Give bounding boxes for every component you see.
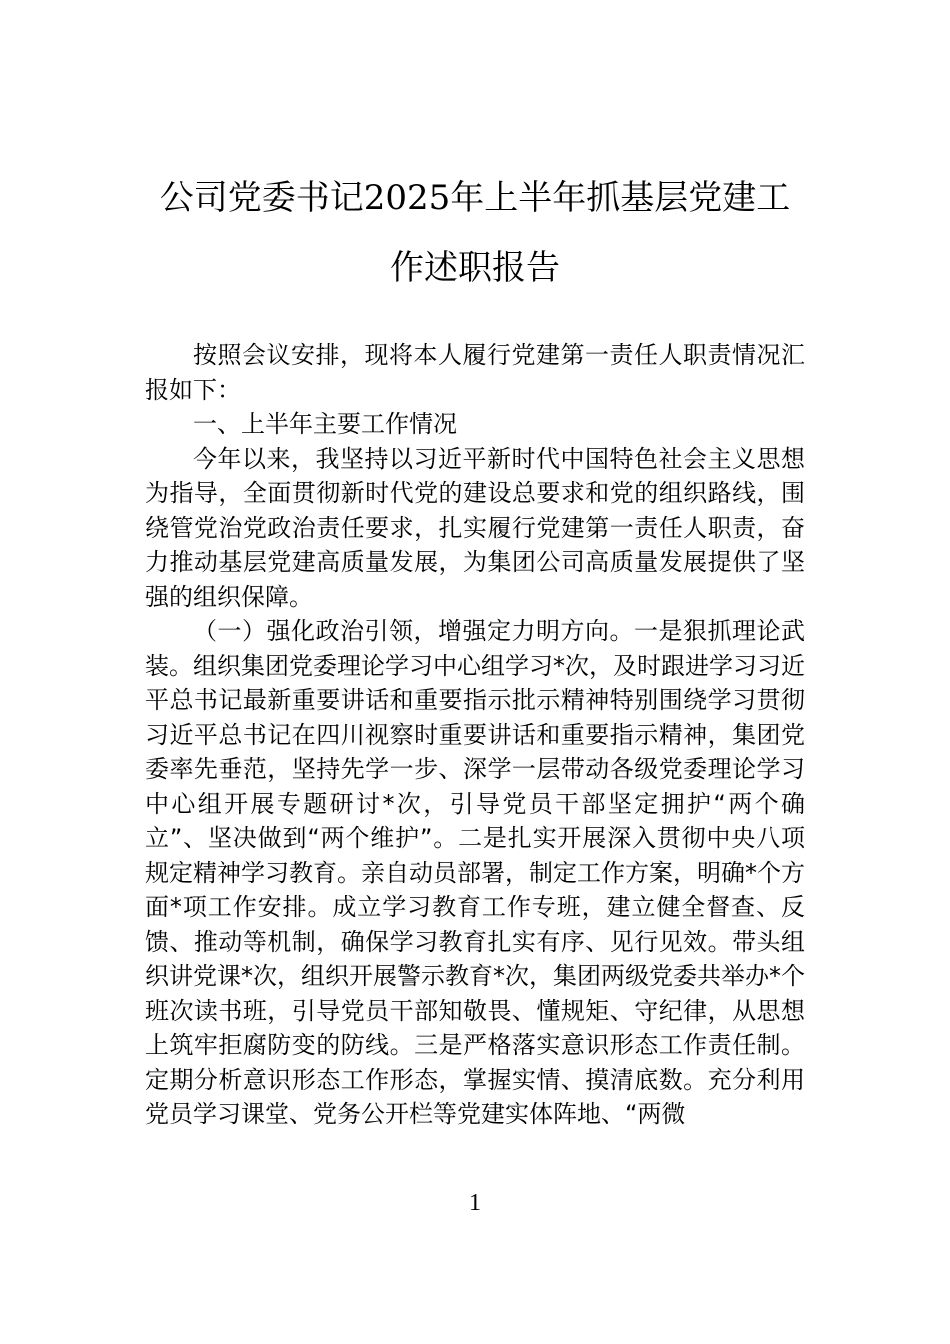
- document-title-line-2: 作述职报告: [390, 248, 560, 288]
- overview-paragraph: 今年以来，我坚持以习近平新时代中国特色社会主义思想为指导，全面贯彻新时代党的建设总要求和党的组织路线，围绕管党治党政治责任要求，扎实履行党建第一责任人职责，奋力推动基层党建高质量发展，为集团公司高质量发展提供了坚强的组织保障。: [145, 444, 805, 611]
- intro-paragraph: 按照会议安排，现将本人履行党建第一责任人职责情况汇报如下：: [145, 341, 805, 404]
- document-title-line-1: 公司党委书记2025年上半年抓基层党建工: [159, 178, 791, 218]
- document-body: [145, 338, 805, 1132]
- section-heading: 一、上半年主要工作情况: [193, 410, 457, 438]
- page-number: 1: [469, 1190, 481, 1216]
- political-guidance-paragraph: （一）强化政治引领，增强定力明方向。一是狠抓理论武装。组织集团党委理论学习中心组学习*次，及时跟进学习习近平总书记最新重要讲话和重要指示批示精神特别围绕学习贯彻习近平总书记在四川视察时重要讲话和重要指示精神，集团党委率先垂范，坚持先学一步、深学一层带动各级党委理论学习中心组开展专题研讨*次，引导党员干部坚定拥护“两个确立”、坚决做到“两个维护”。二是扎实开展深入贯彻中央八项规定精神学习教育。亲自动员部署，制定工作方案，明确*个方面*项工作安排。成立学习教育工作专班，建立健全督查、反馈、推动等机制，确保学习教育扎实有序、见行见效。带头组织讲党课*次，组织开展警示教育*次，集团两级党委共举办*个班次读书班，引导党员干部知敬畏、懂规矩、守纪律，从思想上筑牢拒腐防变的防线。三是严格落实意识形态工作责任制。定期分析意识形态工作形态，掌握实情、摸清底数。充分利用党员学习课堂、党务公开栏等党建实体阵地、“两微: [145, 617, 805, 1128]
